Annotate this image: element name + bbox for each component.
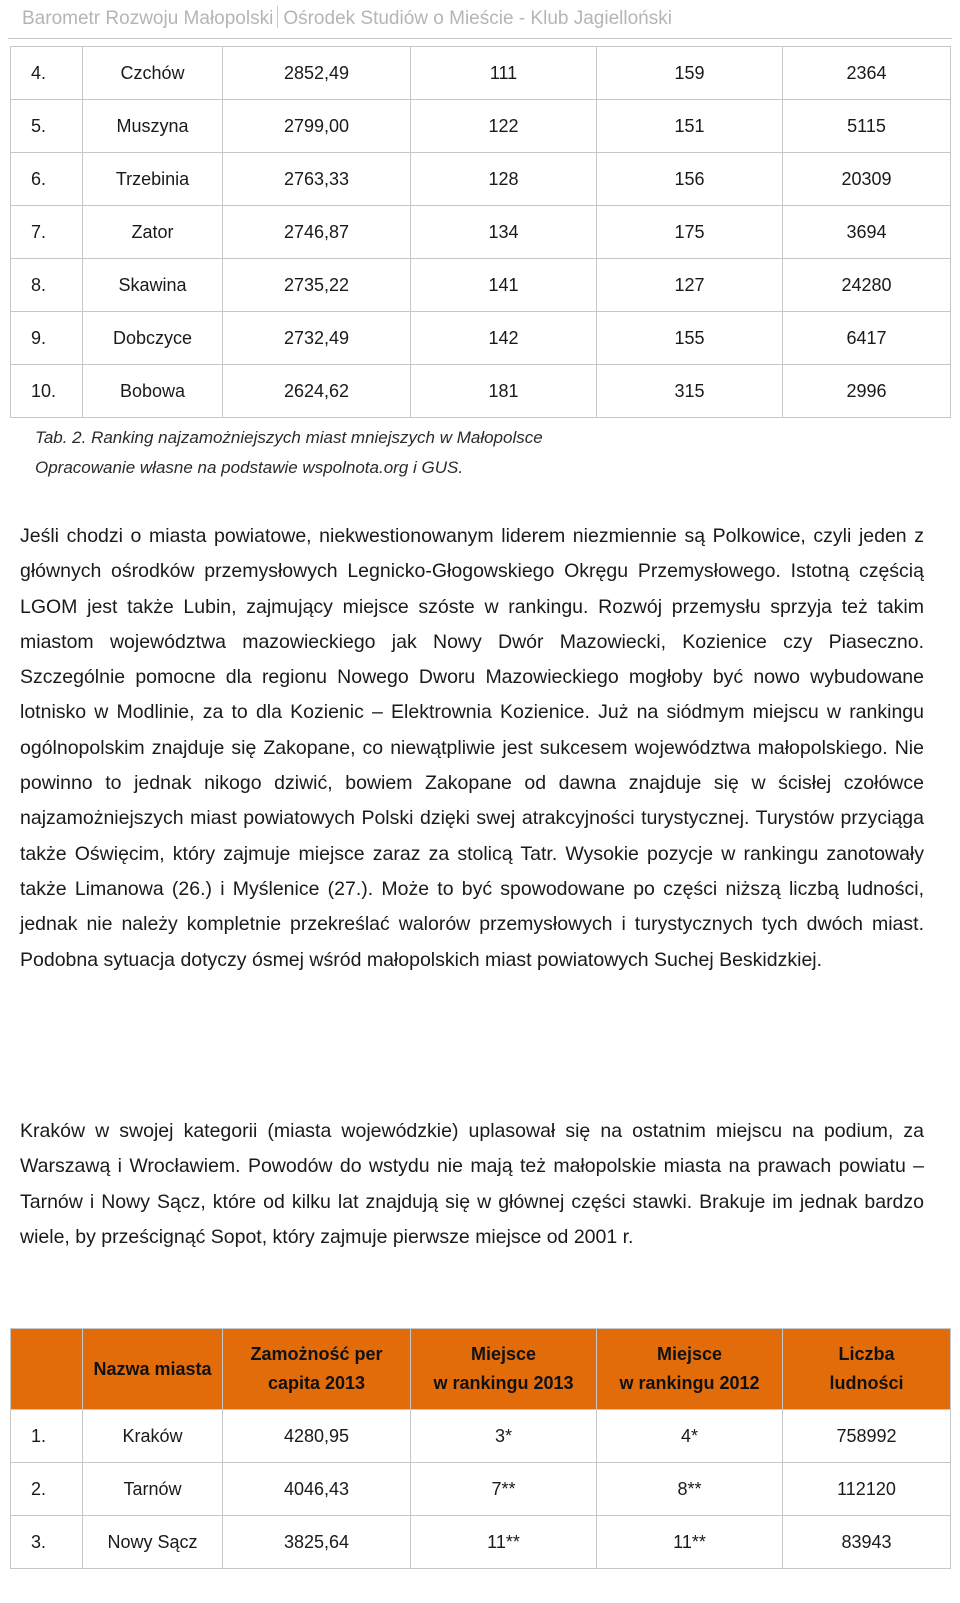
population-cell: 3694: [783, 206, 951, 259]
small-towns-table-body: [11, 47, 951, 418]
county-cities-table-body: [11, 1410, 951, 1569]
population-cell: 758992: [783, 1410, 951, 1463]
paragraph-krakow: Kraków w swojej kategorii (miasta wojewódzkie) uplasował się na ostatnim miejscu na podium, za Warszawą i Wrocławiem. Powodów do wstydu nie mają też małopolskie miasta na prawach powiatu – Tarnów i Nowy Sącz, które od kilku lat znajdują się w głównej części stawki. Brakuje im jednak bardzo wiele, by prześcignąć Sopot, który zajmuje pierwsze miejsce od 2001 r.: [20, 1120, 924, 1248]
rank-2013-cell: 111: [411, 47, 597, 100]
table-row: [11, 1410, 951, 1463]
paragraph-county-towns: Jeśli chodzi o miasta powiatowe, niekwestionowanym liderem niezmiennie są Polkowice, czyli jeden z głównych ośrodków przemysłowych Legnicko-Głogowskiego Okręgu Przemysłowego. Istotną częścią LGOM jest także Lubin, zajmujący miejsce szóste w rankingu. Rozwój przemysłu sprzyja też takim miastom województwa mazowieckiego jak Nowy Dwór Mazowiecki, Kozienice czy Piaseczno. Szczególnie pomocne dla regionu Nowego Dworu Mazowieckiego mogłoby być nowo wybudowane lotnisko w Modlinie, za to dla Kozienic – Elektrownia Kozienice. Już na siódmym miejscu w rankingu ogólnopolskim znajduje się Zakopane, co niewątpliwie jest sukcesem województwa małopolskiego. Nie powinno to jednak nikogo dziwić, bowiem Zakopane od dawna znajduje się w ścisłej czołówce najzamożniejszych miast powiatowych Polski dzięki swej atrakcyjności turystycznej. Turystów przyciąga także Oświęcim, który zajmuje miejsce zaraz za stolicą Tatr. Wysokie pozycje w rankingu zanotowały także Limanowa (26.) i Myślenice (27.). Może to być spowodowane po części niższą liczbą ludności, jednak nie należy kompletnie przekreślać walorów przemysłowych i turystycznych tych dwóch miast. Podobna sytuacja dotyczy ósmej wśród małopolskich miast powiatowych Suchej Beskidzkiej.: [20, 525, 924, 971]
city-name-cell: Skawina: [83, 259, 223, 312]
header-rank2012-line1: Miejsce: [656, 1344, 723, 1364]
row-number-cell: 7.: [11, 206, 83, 259]
header-rule: [8, 38, 952, 39]
wealth-cell: 2746,87: [223, 206, 411, 259]
small-towns-ranking-table: [10, 46, 951, 418]
header-cell-city-name: Nazwa miasta: [83, 1329, 223, 1410]
rank-2012-cell: 4*: [597, 1410, 783, 1463]
city-name-cell: Czchów: [83, 47, 223, 100]
wealth-cell: 2799,00: [223, 100, 411, 153]
header-rank2013-line1: Miejsce: [470, 1344, 537, 1364]
table-row: [11, 365, 951, 418]
table-row: [11, 1463, 951, 1516]
row-number-cell: 10.: [11, 365, 83, 418]
table-row: [11, 153, 951, 206]
row-number-cell: 4.: [11, 47, 83, 100]
rank-2013-cell: 142: [411, 312, 597, 365]
rank-2012-cell: 8**: [597, 1463, 783, 1516]
header-publication-title: Barometr Rozwoju Małopolski: [22, 8, 274, 29]
city-name-cell: Trzebinia: [83, 153, 223, 206]
wealth-cell: 2763,33: [223, 153, 411, 206]
wealth-cell: 2735,22: [223, 259, 411, 312]
table-row: [11, 47, 951, 100]
table-row: [11, 100, 951, 153]
rank-2012-cell: 159: [597, 47, 783, 100]
page-header: [22, 6, 672, 30]
row-number-cell: 9.: [11, 312, 83, 365]
table-caption: Tab. 2. Ranking najzamożniejszych miast mniejszych w Małopolsce: [35, 428, 543, 447]
city-name-cell: Muszyna: [83, 100, 223, 153]
row-number-cell: 6.: [11, 153, 83, 206]
population-cell: 5115: [783, 100, 951, 153]
row-number-cell: 8.: [11, 259, 83, 312]
rank-2013-cell: 7**: [411, 1463, 597, 1516]
population-cell: 2364: [783, 47, 951, 100]
rank-2012-cell: 11**: [597, 1516, 783, 1569]
rank-2012-cell: 127: [597, 259, 783, 312]
wealth-cell: 2732,49: [223, 312, 411, 365]
header-rank2013-line2: w rankingu 2013: [433, 1373, 574, 1393]
row-number-cell: 2.: [11, 1463, 83, 1516]
rank-2013-cell: 122: [411, 100, 597, 153]
city-name-cell: Kraków: [83, 1410, 223, 1463]
rank-2013-cell: 128: [411, 153, 597, 206]
population-cell: 20309: [783, 153, 951, 206]
header-publisher: Ośrodek Studiów o Mieście - Klub Jagielloński: [283, 8, 672, 29]
header-cell-wealth: [223, 1329, 411, 1410]
population-cell: 24280: [783, 259, 951, 312]
rank-2013-cell: 11**: [411, 1516, 597, 1569]
table-row: [11, 312, 951, 365]
wealth-cell: 3825,64: [223, 1516, 411, 1569]
population-cell: 6417: [783, 312, 951, 365]
wealth-cell: 2624,62: [223, 365, 411, 418]
header-cell-number: [11, 1329, 83, 1410]
rank-2012-cell: 175: [597, 206, 783, 259]
header-population-line2: ludności: [829, 1373, 904, 1393]
population-cell: 112120: [783, 1463, 951, 1516]
city-name-cell: Bobowa: [83, 365, 223, 418]
wealth-cell: 4280,95: [223, 1410, 411, 1463]
header-wealth-line1: Zamożność per: [250, 1344, 383, 1364]
table-row: [11, 206, 951, 259]
table-row: [11, 1516, 951, 1569]
table-row: [11, 259, 951, 312]
header-wealth-line2: capita 2013: [267, 1373, 366, 1393]
rank-2012-cell: 151: [597, 100, 783, 153]
rank-2013-cell: 141: [411, 259, 597, 312]
table-source-note: Opracowanie własne na podstawie wspolnota.org i GUS.: [35, 458, 464, 477]
city-name-cell: Nowy Sącz: [83, 1516, 223, 1569]
city-name-cell: Tarnów: [83, 1463, 223, 1516]
rank-2013-cell: 3*: [411, 1410, 597, 1463]
header-cell-population: [783, 1329, 951, 1410]
header-cell-rank-2012: [597, 1329, 783, 1410]
row-number-cell: 1.: [11, 1410, 83, 1463]
rank-2012-cell: 155: [597, 312, 783, 365]
population-cell: 83943: [783, 1516, 951, 1569]
wealth-cell: 2852,49: [223, 47, 411, 100]
rank-2013-cell: 134: [411, 206, 597, 259]
table-header-row: [11, 1329, 951, 1410]
city-name-cell: Dobczyce: [83, 312, 223, 365]
row-number-cell: 5.: [11, 100, 83, 153]
population-cell: 2996: [783, 365, 951, 418]
city-name-cell: Zator: [83, 206, 223, 259]
header-separator: [277, 6, 278, 28]
county-cities-ranking-table: [10, 1328, 951, 1569]
header-population-line1: Liczba: [838, 1344, 895, 1364]
wealth-cell: 4046,43: [223, 1463, 411, 1516]
header-rank2012-line2: w rankingu 2012: [619, 1373, 760, 1393]
row-number-cell: 3.: [11, 1516, 83, 1569]
header-cell-rank-2013: [411, 1329, 597, 1410]
rank-2012-cell: 315: [597, 365, 783, 418]
rank-2013-cell: 181: [411, 365, 597, 418]
rank-2012-cell: 156: [597, 153, 783, 206]
